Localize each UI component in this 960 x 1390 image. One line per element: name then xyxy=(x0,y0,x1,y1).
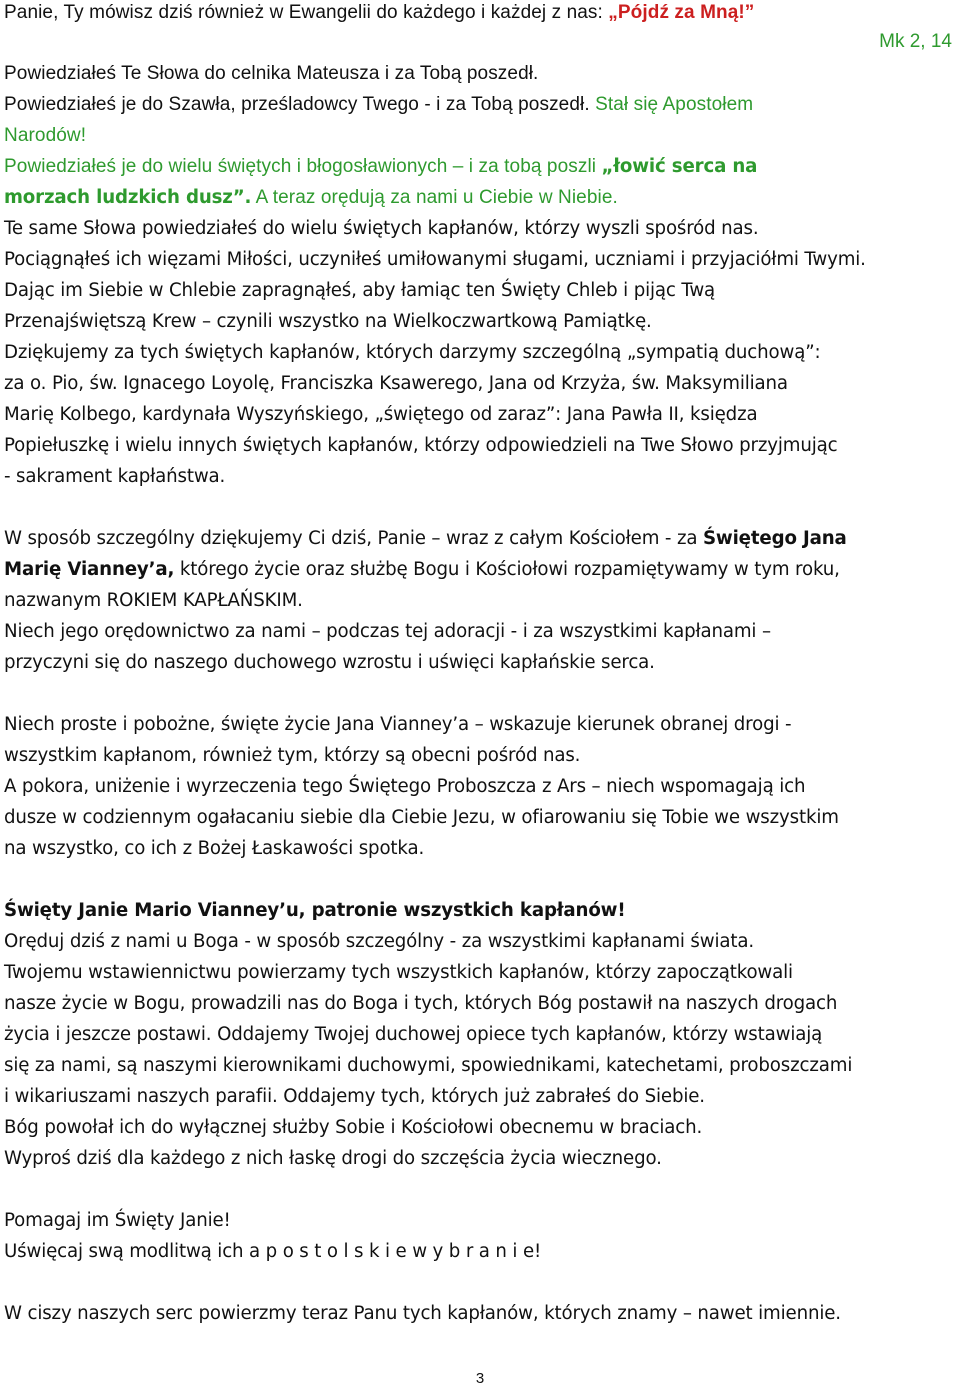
text-line: przyczyni się do naszego duchowego wzrostu i uświęci kapłańskie serca. xyxy=(4,652,655,673)
text-line: Przenajświętszą Krew – czynili wszystko na Wielkoczwartkową Pamiątkę. xyxy=(4,311,652,332)
text-segment: którego życie oraz służbę Bogu i Kościołowi rozpamiętywamy w tym roku, xyxy=(174,559,840,580)
text-line xyxy=(4,92,753,118)
bold-text: Marię Vianney’a, xyxy=(4,559,175,580)
text-line: - sakrament kapłaństwa. xyxy=(4,466,226,487)
text-line: dusze w codziennym ogałacaniu siebie dla Ciebie Jezu, w ofiarowaniu się Tobie we wszystkim xyxy=(4,807,839,828)
highlighted-text: Powiedziałeś je do wielu świętych i błogosławionych – i za tobą poszli xyxy=(4,156,602,177)
scripture-reference: Mk 2, 14 xyxy=(879,31,952,52)
gospel-quote: „Pójdź za Mną!” xyxy=(608,2,755,23)
text-line: Niech proste i pobożne, święte życie Jana Vianney’a – wskazuje kierunek obranej drogi - xyxy=(4,714,792,735)
section-heading: Święty Janie Mario Vianney’u, patronie wszystkich kapłanów! xyxy=(4,900,626,921)
bold-highlighted-text: morzach ludzkich dusz”. xyxy=(4,187,252,208)
text-line: Pomagaj im Święty Janie! xyxy=(4,1210,231,1231)
intro-text: Panie, Ty mówisz dziś również w Ewangelii do każdego i każdej z nas: xyxy=(4,2,609,23)
text-line: A pokora, uniżenie i wyrzeczenia tego Świętego Proboszcza z Ars – niech wspomagają ich xyxy=(4,776,806,797)
text-line: W ciszy naszych serc powierzmy teraz Panu tych kapłanów, których znamy – nawet imiennie. xyxy=(4,1303,841,1324)
text-line: nasze życie w Bogu, prowadzili nas do Boga i tych, których Bóg postawił na naszych drogach xyxy=(4,993,838,1014)
text-line: Wyproś dziś dla każdego z nich łaskę drogi do szczęścia życia wiecznego. xyxy=(4,1148,662,1169)
text-line: Powiedziałeś Te Słowa do celnika Mateusza i za Tobą poszedł. xyxy=(4,63,539,84)
highlighted-line: Narodów! xyxy=(4,125,87,146)
text-line: Dając im Siebie w Chlebie zapragnąłeś, aby łamiąc ten Święty Chleb i pijąc Twą xyxy=(4,280,716,301)
text-line xyxy=(4,185,618,211)
text-line: Popiełuszkę i wielu innych świętych kapłanów, którzy odpowiedzieli na Twe Słowo przyjmując xyxy=(4,435,838,456)
highlighted-text: A teraz orędują za nami u Ciebie w Niebie. xyxy=(251,187,618,208)
highlighted-text: Stał się Apostołem xyxy=(595,94,754,115)
text-line: życia i jeszcze postawi. Oddajemy Twojej duchowej opiece tych kapłanów, którzy wstawiają xyxy=(4,1024,823,1045)
text-segment: Powiedziałeś je do Szawła, prześladowcy Twego - i za Tobą poszedł. xyxy=(4,94,596,115)
text-line: wszystkim kapłanom, również tym, którzy są obecni pośród nas. xyxy=(4,745,581,766)
bold-text: Świętego Jana xyxy=(702,528,847,549)
page-number: 3 xyxy=(475,1370,485,1387)
text-line xyxy=(4,557,840,583)
text-line: Twojemu wstawiennictwu powierzamy tych wszystkich kapłanów, którzy zapoczątkowali xyxy=(4,962,793,983)
text-line: Marię Kolbego, kardynała Wyszyńskiego, „świętego od zaraz”: Jana Pawła II, księdza xyxy=(4,404,758,425)
text-line: Te same Słowa powiedziałeś do wielu świętych kapłanów, którzy wyszli spośród nas. xyxy=(4,218,759,239)
text-line: Uświęcaj swą modlitwą ich a p o s t o l s k i e w y b r a n i e! xyxy=(4,1241,542,1262)
text-line: na wszystko, co ich z Bożej Łaskawości spotka. xyxy=(4,838,425,859)
text-line: i wikariuszami naszych parafii. Oddajemy tych, których już zabrałeś do Siebie. xyxy=(4,1086,705,1107)
intro-line xyxy=(4,0,754,26)
text-line: nazwanym ROKIEM KAPŁAŃSKIM. xyxy=(4,590,303,611)
text-line: Pociągnąłeś ich więzami Miłości, uczyniłeś umiłowanymi sługami, uczniami i przyjaciółmi Twymi. xyxy=(4,249,866,270)
text-line: Dziękujemy za tych świętych kapłanów, których darzymy szczególną „sympatią duchową”: xyxy=(4,342,821,363)
bold-highlighted-text: „łowić serca na xyxy=(601,156,758,177)
text-segment: W sposób szczególny dziękujemy Ci dziś, Panie – wraz z całym Kościołem - za xyxy=(4,528,703,549)
text-line: za o. Pio, św. Ignacego Loyolę, Franciszka Ksawerego, Jana od Krzyża, św. Maksymiliana xyxy=(4,373,788,394)
text-line: Niech jego orędownictwo za nami – podczas tej adoracji - i za wszystkimi kapłanami – xyxy=(4,621,771,642)
text-line: się za nami, są naszymi kierownikami duchowymi, spowiednikami, katechetami, proboszczami xyxy=(4,1055,853,1076)
text-line: Oręduj dziś z nami u Boga - w sposób szczególny - za wszystkimi kapłanami świata. xyxy=(4,931,754,952)
text-line xyxy=(4,526,847,552)
text-line: Bóg powołał ich do wyłącznej służby Sobie i Kościołowi obecnemu w braciach. xyxy=(4,1117,703,1138)
text-line xyxy=(4,154,757,180)
